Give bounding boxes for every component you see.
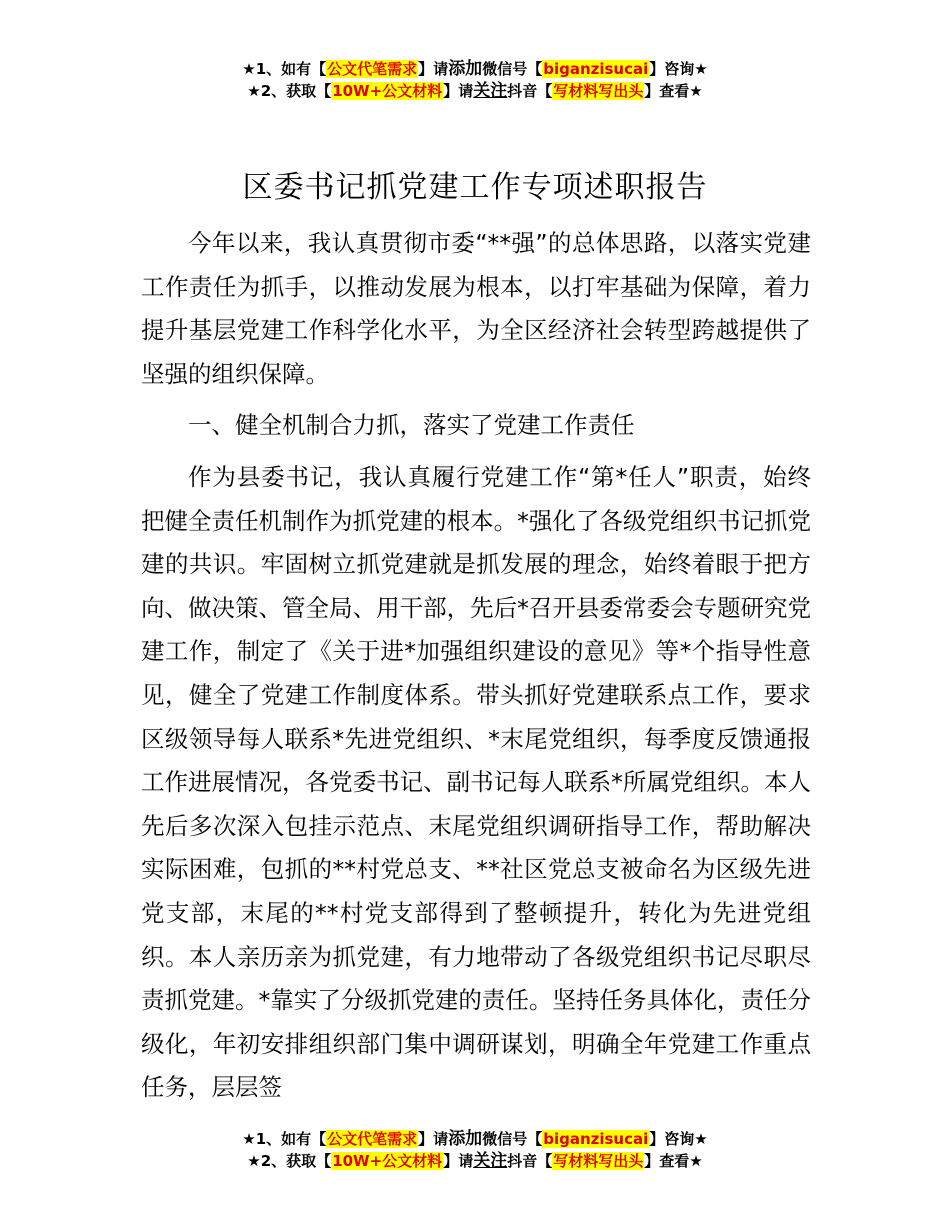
- promo-text: 】请: [443, 1152, 474, 1170]
- promo-text: 微信号【: [482, 60, 543, 78]
- promo-text: 】咨询★: [649, 60, 708, 78]
- promo-text: ★1、如有【: [242, 1130, 327, 1148]
- promo-wechat-id: biganzisucai: [543, 1130, 649, 1148]
- promo-line-2: [0, 80, 950, 102]
- document-body: [141, 222, 811, 1110]
- promo-banner-bottom: [0, 1128, 950, 1172]
- promo-line-1: [0, 58, 950, 80]
- promo-text: 】请: [418, 1130, 449, 1148]
- promo-text: 】查看★: [644, 82, 703, 100]
- promo-emphasis: 添加: [448, 1129, 483, 1149]
- promo-highlight: 公文代笔需求: [327, 1130, 418, 1148]
- promo-text: 微信号【: [482, 1130, 543, 1148]
- promo-text: 】查看★: [644, 1152, 703, 1170]
- promo-line-1: [0, 1128, 950, 1150]
- promo-highlight: 公文代笔需求: [327, 60, 418, 78]
- promo-emphasis: 关注: [473, 81, 508, 101]
- promo-douyin-id: 写材料写出头: [553, 1152, 644, 1170]
- promo-text: ★1、如有【: [242, 60, 327, 78]
- promo-text: 】咨询★: [649, 1130, 708, 1148]
- promo-text: 】请: [418, 60, 449, 78]
- promo-line-2: [0, 1150, 950, 1172]
- promo-text: ★2、获取【: [247, 82, 332, 100]
- promo-banner-top: [0, 58, 950, 102]
- section-paragraph: 作为县委书记，我认真履行党建工作“第*任人”职责，始终把健全责任机制作为抓党建的根本。*强化了各级党组织书记抓党建的共识。牢固树立抓党建就是抓发展的理念，始终着眼于把方向、做决策、管全局、用干部，先后*召开县委常委会专题研究党建工作，制定了《关于进*加强组织建设的意见》等*个指导性意见，健全了党建工作制度体系。带头抓好党建联系点工作，要求区级领导每人联系*先进党组织、*末尾党组织，每季度反馈通报工作进展情况，各党委书记、副书记每人联系*所属党组织。本人先后多次深入包挂示范点、末尾党组织调研指导工作，帮助解决实际困难，包抓的**村党总支、**社区党总支被命名为区级先进党支部，末尾的**村党支部得到了整顿提升，转化为先进党组织。本人亲历亲为抓党建，有力地带动了各级党组织书记尽职尽责抓党建。*靠实了分级抓党建的责任。坚持任务具体化，责任分级化，年初安排组织部门集中调研谋划，明确全年党建工作重点任务，层层签: [141, 462, 811, 1102]
- promo-emphasis: 关注: [473, 1151, 508, 1171]
- promo-wechat-id: biganzisucai: [543, 60, 649, 78]
- promo-text: 】请: [443, 82, 474, 100]
- promo-text: ★2、获取【: [247, 1152, 332, 1170]
- promo-highlight: 10W+公文材料: [332, 1152, 443, 1170]
- promo-douyin-id: 写材料写出头: [553, 82, 644, 100]
- promo-emphasis: 添加: [448, 59, 483, 79]
- intro-paragraph: 今年以来，我认真贯彻市委“**强”的总体思路，以落实党建工作责任为抓手，以推动发展为根本，以打牢基础为保障，着力提升基层党建工作科学化水平，为全区经济社会转型跨越提供了坚强的组织保障。: [141, 229, 811, 388]
- promo-highlight: 10W+公文材料: [332, 82, 443, 100]
- document-title: 区委书记抓党建工作专项述职报告: [242, 170, 708, 205]
- promo-text: 抖音【: [507, 1152, 553, 1170]
- section-heading: 一、健全机制合力抓，落实了党建工作责任: [188, 411, 635, 440]
- promo-text: 抖音【: [507, 82, 553, 100]
